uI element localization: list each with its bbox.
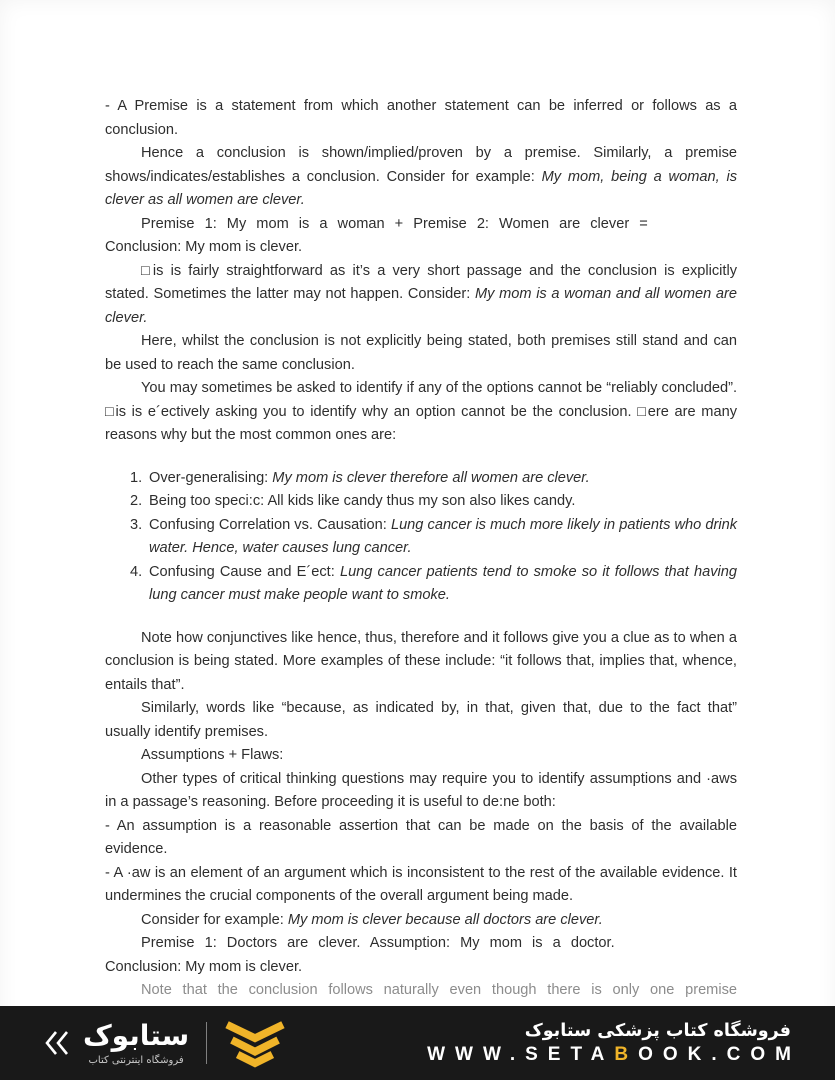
paragraph: Here, whilst the conclusion is not explicitly being stated, both premises still stand and can be used to reach the same conclusion. xyxy=(105,333,737,373)
chevron-left-icon xyxy=(44,1028,70,1058)
document-body xyxy=(105,95,737,1003)
paragraph: Conclusion: My mom is clever. xyxy=(105,958,303,975)
paragraph: - An assumption is a reasonable assertion that can be made on the basis of the available evidence. xyxy=(105,817,737,857)
list-number: 4. xyxy=(130,563,143,580)
list-number: 2. xyxy=(130,493,143,509)
logo-divider xyxy=(206,1022,207,1064)
site-url xyxy=(427,1044,801,1066)
paragraph: Consider for example: My mom is clever because all doctors are clever. xyxy=(141,911,603,928)
paragraph: Premise 1: Doctors are clever. Assumption: My mom is a doctor. xyxy=(141,935,615,951)
footer-banner xyxy=(0,1006,835,1080)
numbered-list xyxy=(130,467,737,608)
list-item: 4. Confusing Cause and E´ect: Lung cancer patients tend to smoke so it follows that having lung cancer must make people want to smoke. xyxy=(130,561,737,608)
site-url-suffix: OOK.COM xyxy=(638,1043,801,1065)
paragraph: Note how conjunctives like hence, thus, therefore and it follows give you a clue as to when a conclusion is being stated. More examples of these include: “it follows that, implies that, whence, entails that”. xyxy=(105,629,737,693)
paragraph: Hence a conclusion is shown/implied/proven by a premise. Similarly, a premise shows/indicates/establishes a conclusion. Consider for example: My mom, being a woman, is clever as all women are clever. xyxy=(105,145,737,208)
site-url-highlight: B xyxy=(614,1043,639,1065)
book-emblem-icon xyxy=(224,1017,286,1069)
paragraph: Other types of critical thinking questions may require you to identify assumptions and ·aws in a passage’s reasoning. Before proceeding it is useful to de:ne both: xyxy=(105,770,737,810)
list-item: 2. Being too speci:c: All kids like candy thus my son also likes candy. xyxy=(130,490,737,514)
logo-wordmark: ستابوک xyxy=(83,1019,190,1053)
setabook-logo xyxy=(44,1017,286,1069)
list-item: 3. Confusing Correlation vs. Causation: Lung cancer is much more likely in patients who drink water. Hence, water causes lung cancer. xyxy=(130,514,737,561)
logo-wordmark-block xyxy=(83,1020,189,1065)
list-number: 1. xyxy=(130,469,143,486)
list-item: 1. Over-generalising: My mom is clever therefore all women are clever. xyxy=(130,467,737,491)
paragraph: Note that the conclusion follows naturally even though there is only one premise xyxy=(141,982,737,998)
paragraph: □is is fairly straightforward as it’s a very short passage and the conclusion is explicitly stated. Sometimes the latter may not happen. Consider: My mom is a woman and all women are clever. xyxy=(105,262,737,326)
logo-tagline: فروشگاه اینترنتی کتاب xyxy=(88,1054,184,1066)
site-url-prefix: WWW.SETA xyxy=(427,1043,615,1065)
store-name: فروشگاه کتاب پزشکی ستابوک xyxy=(524,1020,791,1041)
paragraph: You may sometimes be asked to identify if any of the options cannot be “reliably concluded”. □is is e´ectively asking you to identify why an option cannot be the conclusion. □ere are many reasons why but the most common ones are: xyxy=(105,380,737,443)
paragraph: Premise 1: My mom is a woman + Premise 2: Women are clever = xyxy=(141,215,648,232)
paragraph: - A Premise is a statement from which another statement can be inferred or follows as a conclusion. xyxy=(105,98,737,138)
paragraph: - A ·aw is an element of an argument which is inconsistent to the rest of the available evidence. It undermines the crucial components of the overall argument being made. xyxy=(105,864,737,904)
paragraph: Assumptions + Flaws: xyxy=(141,747,284,763)
paragraph: Conclusion: My mom is clever. xyxy=(105,239,303,255)
footer-right xyxy=(427,1020,801,1066)
paragraph: Similarly, words like “because, as indicated by, in that, given that, due to the fact that” usually identify premises. xyxy=(105,700,737,740)
list-number: 3. xyxy=(130,516,143,533)
